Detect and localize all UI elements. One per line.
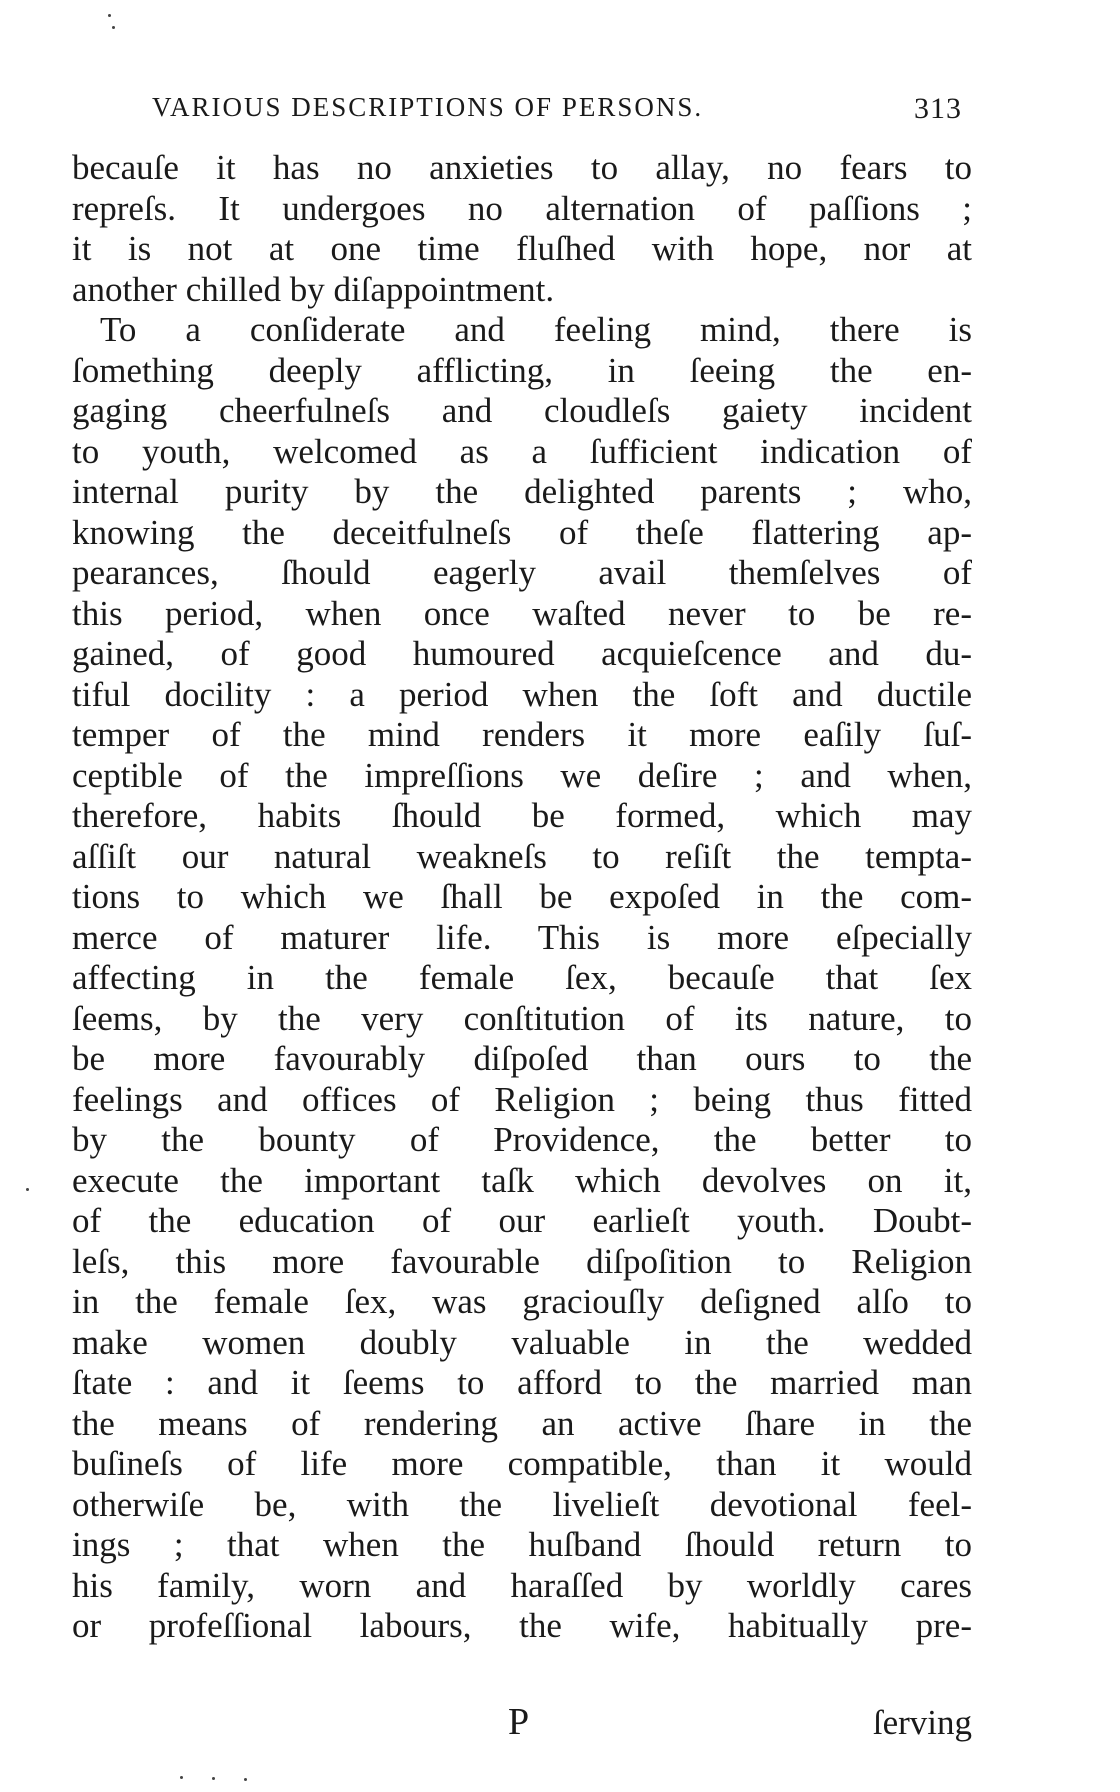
text-line: ſomething deeply afflicting, in ſeeing the en- bbox=[72, 350, 972, 390]
page-number: 313 bbox=[914, 92, 962, 125]
catchword: ſerving bbox=[872, 1703, 972, 1742]
scan-speck bbox=[212, 1777, 215, 1780]
scan-speck bbox=[244, 1778, 247, 1781]
text-line: of the education of our earlieſt youth. Doubt- bbox=[72, 1201, 972, 1240]
scan-speck bbox=[108, 14, 111, 17]
text-line: knowing the deceitfulneſs of theſe flattering ap- bbox=[72, 512, 972, 552]
scan-speck bbox=[26, 1188, 29, 1191]
text-line: ings ; that when the huſband ſhould return to bbox=[72, 1525, 972, 1564]
text-line: in the female ſex, was graciouſly deſigned alſo to bbox=[72, 1282, 972, 1321]
running-header bbox=[152, 92, 962, 132]
text-line: to youth, welcomed as a ſufficient indication of bbox=[72, 431, 972, 471]
text-line: it is not at one time fluſhed with hope, nor at bbox=[72, 229, 972, 268]
text-line: internal purity by the delighted parents ; who, bbox=[72, 472, 972, 511]
text-line: therefore, habits ſhould be formed, which may bbox=[72, 796, 972, 835]
text-line: otherwiſe be, with the livelieſt devotional feel- bbox=[72, 1484, 972, 1524]
text-line: aſſiſt our natural weakneſs to reſiſt the tempta- bbox=[72, 836, 972, 876]
text-line: this period, when once waſted never to be re- bbox=[72, 593, 972, 633]
text-line: be more favourably diſpoſed than ours to the bbox=[72, 1039, 972, 1078]
text-line: execute the important taſk which devolves on it, bbox=[72, 1160, 972, 1200]
running-title: VARIOUS DESCRIPTIONS OF PERSONS. bbox=[152, 92, 704, 122]
text-line: by the bounty of Providence, the better to bbox=[72, 1120, 972, 1159]
text-line: To a conſiderate and feeling mind, there is bbox=[100, 310, 972, 349]
text-line: tions to which we ſhall be expoſed in the com- bbox=[72, 877, 972, 916]
body-text bbox=[72, 148, 972, 1647]
scan-speck bbox=[180, 1776, 183, 1779]
text-line: becauſe it has no anxieties to allay, no fears to bbox=[72, 148, 972, 187]
text-line: ceptible of the impreſſions we deſire ; and when, bbox=[72, 755, 972, 795]
text-line: gained, of good humoured acquieſcence and du- bbox=[72, 634, 972, 673]
scan-speck bbox=[112, 26, 115, 29]
text-line: the means of rendering an active ſhare in the bbox=[72, 1403, 972, 1443]
text-line: buſineſs of life more compatible, than it would bbox=[72, 1444, 972, 1483]
text-line: ſeems, by the very conſtitution of its nature, to bbox=[72, 998, 972, 1038]
text-line: repreſs. It undergoes no alternation of paſſions ; bbox=[72, 188, 972, 228]
text-line: tiful docility : a period when the ſoft and ductile bbox=[72, 674, 972, 714]
text-line: merce of maturer life. This is more eſpecially bbox=[72, 917, 972, 957]
text-line: make women doubly valuable in the wedded bbox=[72, 1322, 972, 1362]
text-line: another chilled by diſappointment. bbox=[72, 269, 555, 309]
text-line: leſs, this more favourable diſpoſition to Religion bbox=[72, 1241, 972, 1281]
text-line: temper of the mind renders it more eaſily ſuſ- bbox=[72, 715, 972, 754]
signature-mark: P bbox=[508, 1701, 530, 1743]
text-line: his family, worn and haraſſed by worldly cares bbox=[72, 1565, 972, 1605]
text-line: ſtate : and it ſeems to afford to the married man bbox=[72, 1363, 972, 1402]
text-line: gaging cheerfulneſs and cloudleſs gaiety incident bbox=[72, 391, 972, 430]
text-line: or profeſſional labours, the wife, habitually pre- bbox=[72, 1606, 972, 1645]
text-line: pearances, ſhould eagerly avail themſelves of bbox=[72, 553, 972, 592]
text-line: affecting in the female ſex, becauſe that ſex bbox=[72, 958, 972, 997]
text-line: feelings and offices of Religion ; being thus fitted bbox=[72, 1079, 972, 1119]
